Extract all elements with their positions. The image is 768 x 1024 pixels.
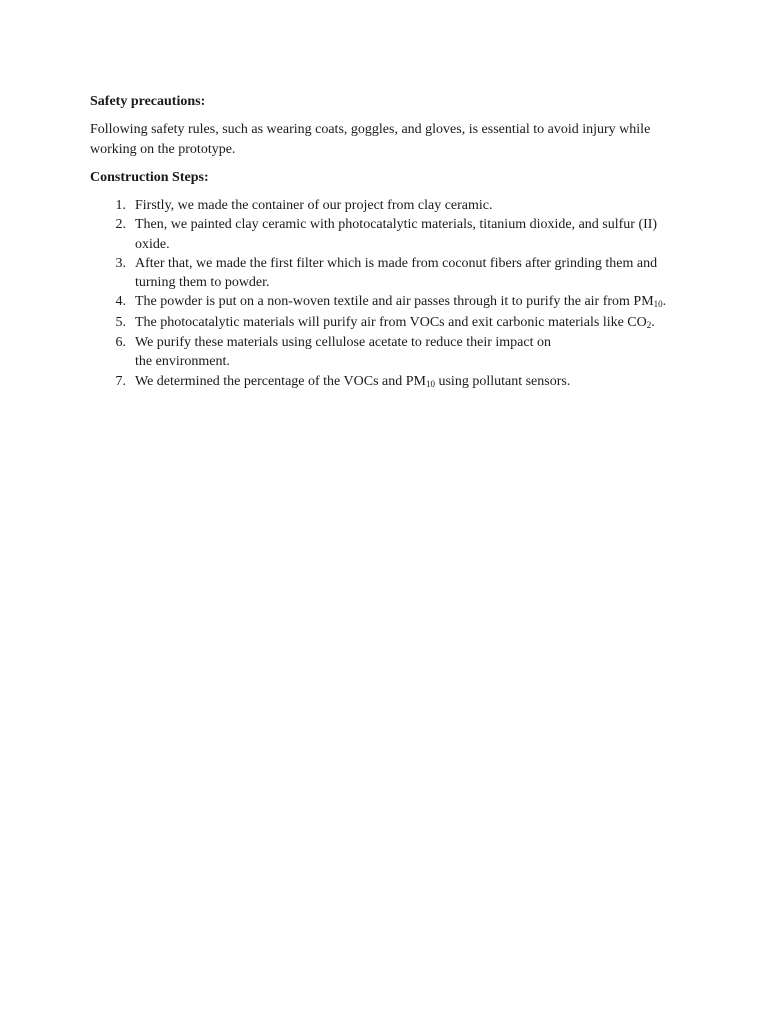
step-number: 3. <box>115 255 126 271</box>
step-text-main: The photocatalytic materials will purify air from VOCs and exit carbonic materials like CO <box>135 314 647 330</box>
step-number: 1. <box>115 198 126 213</box>
safety-heading: Safety precautions: <box>90 94 206 109</box>
subscript: 10 <box>653 299 663 310</box>
list-item <box>90 372 680 392</box>
step-text: Then, we painted clay ceramic with photocatalytic materials, titanium dioxide, and sulfur (II) oxide. <box>135 217 658 252</box>
step-text-main: We determined the percentage of the VOCs and PM <box>135 373 426 389</box>
step-number: 7. <box>115 373 126 389</box>
step-text-main: The powder is put on a non-woven textile and air passes through it to purify the air from PM <box>135 294 654 310</box>
list-item <box>90 292 680 312</box>
step-number: 5. <box>115 314 126 330</box>
construction-heading: Construction Steps: <box>90 170 209 185</box>
subscript: 2 <box>646 319 652 330</box>
step-text-main: We purify these materials using cellulose acetate to reduce their impact on <box>135 335 551 351</box>
safety-paragraph: Following safety rules, such as wearing coats, goggles, and gloves, is essential to avoid injury while working on the prototype. <box>90 122 651 157</box>
step-text <box>135 292 680 312</box>
list-item <box>90 333 680 372</box>
step-number: 2. <box>115 217 126 233</box>
step-text <box>135 333 680 372</box>
step-text <box>135 313 680 333</box>
step-text: Firstly, we made the container of our project from clay ceramic. <box>135 198 493 213</box>
list-item <box>90 196 680 215</box>
list-item <box>90 215 680 254</box>
step-text-tail: using pollutant sensors. <box>434 373 571 389</box>
step-text-tail: the environment. <box>135 354 230 370</box>
step-number: 4. <box>115 294 126 310</box>
subscript: 10 <box>425 378 435 389</box>
construction-steps-list <box>90 196 680 392</box>
list-item <box>90 313 680 333</box>
document-page <box>90 92 680 392</box>
list-item <box>90 254 680 293</box>
step-number: 6. <box>115 335 126 351</box>
step-text: After that, we made the first filter which is made from coconut fibers after grinding them and turning them to powder. <box>135 255 658 291</box>
step-text <box>135 372 680 392</box>
step-text-tail: . <box>662 294 667 310</box>
step-text-tail: . <box>651 314 655 330</box>
